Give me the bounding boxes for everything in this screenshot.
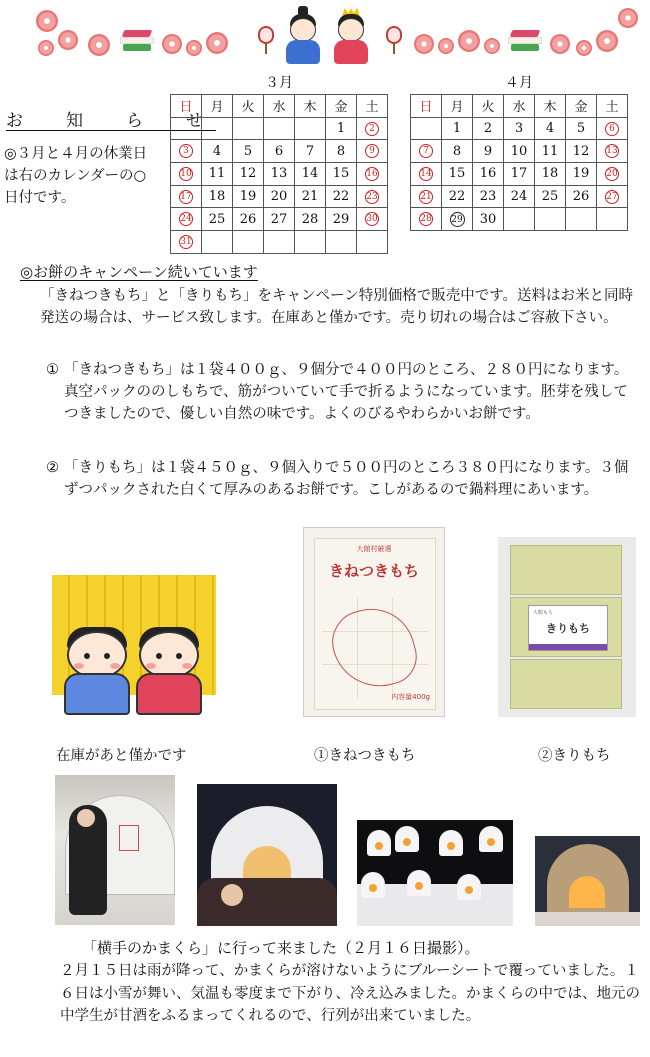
plum-flower-icon: [36, 10, 58, 32]
calendar-day: 14: [411, 163, 442, 186]
calendar-day: 13: [264, 163, 295, 186]
calendar-day: 19: [233, 185, 264, 208]
package-label-top: 大館もち: [533, 610, 554, 616]
package-label-name: きりもち: [546, 622, 590, 635]
campaign-item-1: [46, 359, 642, 425]
weekday-header: 水: [504, 95, 535, 118]
item-number: ②: [46, 460, 59, 476]
calendar-day: 26: [566, 185, 597, 208]
calendar-day: 8: [326, 140, 357, 163]
plum-flower-icon: [58, 30, 78, 50]
package-small-text: 大館村厳選: [356, 545, 392, 553]
calendar-april-title: ４月: [505, 75, 533, 91]
campaign-item-2: [46, 457, 642, 501]
calendar-day: [504, 208, 535, 231]
weekday-header: 火: [233, 95, 264, 118]
calendar-day: 21: [295, 185, 326, 208]
calendar-day: 29: [326, 208, 357, 231]
calendar-day: 13: [597, 140, 628, 163]
plum-flower-icon: [576, 40, 592, 56]
plum-flower-icon: [596, 30, 618, 52]
plum-flower-icon: [618, 8, 638, 28]
calendar-day: 20: [264, 185, 295, 208]
calendar-day: 17: [171, 185, 202, 208]
calendar-day: 2: [357, 117, 388, 140]
notice-body: ◎３月と４月の休業日は右のカレンダーの○日付です。: [4, 146, 148, 206]
calendar-day: 16: [473, 163, 504, 186]
calendar-day: [566, 208, 597, 231]
calendar-day: 28: [411, 208, 442, 231]
kamakura-photo-crowd: [197, 784, 337, 926]
calendar-day: 3: [504, 117, 535, 140]
calendar-day: [233, 117, 264, 140]
campaign-intro: 「きねつきもち」と「きりもち」をキャンペーン特別価格で販売中です。送料はお米と同時発送の場合は、サービス致します。在庫あと僅かです。売り切れの場合はご容赦下さい。: [40, 288, 634, 326]
calendar-day: [326, 231, 357, 254]
kamakura-heading: 「横手のかまくら」に行って来ました（２月１６日撮影）。: [82, 939, 480, 957]
bonbori-lantern-icon: [256, 22, 276, 52]
weekday-header: 月: [202, 95, 233, 118]
calendar-day: 6: [264, 140, 295, 163]
calendar-day: 19: [566, 163, 597, 186]
calendar-day: 9: [357, 140, 388, 163]
ohina-doll: [134, 613, 204, 713]
calendar-day: 23: [473, 185, 504, 208]
weekday-header: 金: [566, 95, 597, 118]
calendar-day: 18: [535, 163, 566, 186]
calendar-day: 3: [171, 140, 202, 163]
notice-title: お 知 ら せ: [6, 111, 216, 131]
calendar-day: 24: [504, 185, 535, 208]
calendar-day: 1: [442, 117, 473, 140]
calendar-day: 20: [597, 163, 628, 186]
calendar-day: 25: [202, 208, 233, 231]
weekday-header: 日: [411, 95, 442, 118]
odairi-sama-icon: [284, 6, 322, 64]
calendar-day: 11: [202, 163, 233, 186]
calendar-day: 15: [326, 163, 357, 186]
calendar-day: 10: [504, 140, 535, 163]
kamakura-body: ２月１５日は雨が降って、かまくらが溶けないようにブルーシートで覆っていました。１６日は小雪が舞い、気温も零度まで下がり、冷え込みました。かまくらの中では、地元の中学生が甘酒をふるまってくれるので、行列が出来ていました。: [60, 963, 640, 1025]
calendar-day: 31: [171, 231, 202, 254]
weekday-header: 土: [597, 95, 628, 118]
calendar-day: 12: [233, 163, 264, 186]
hishimochi-icon: [508, 30, 542, 52]
calendar-day: 27: [597, 185, 628, 208]
calendar-day: 8: [442, 140, 473, 163]
weekday-header: 火: [473, 95, 504, 118]
plum-flower-icon: [186, 40, 202, 56]
mini-kamakura-photo: [357, 820, 513, 926]
plum-flower-icon: [38, 40, 54, 56]
calendar-day: [411, 117, 442, 140]
weekday-header: 月: [442, 95, 473, 118]
calendar-day: 15: [442, 163, 473, 186]
calendar-day: 9: [473, 140, 504, 163]
calendar-day: 17: [504, 163, 535, 186]
calendar-day: 21: [411, 185, 442, 208]
calendar-day: 5: [566, 117, 597, 140]
kamakura-night-photo: [535, 836, 640, 926]
calendar-day: [202, 231, 233, 254]
calendar-day: 30: [357, 208, 388, 231]
calendar-day: 22: [326, 185, 357, 208]
kinetsuki-mochi-photo: [303, 527, 445, 717]
item-number: ①: [46, 362, 59, 378]
weekday-header: 木: [295, 95, 326, 118]
calendar-day: [597, 208, 628, 231]
calendar-day: [295, 117, 326, 140]
calendar-march-title: ３月: [265, 75, 293, 91]
calendar-day: 11: [535, 140, 566, 163]
package-weight: 内容量400g: [391, 693, 430, 701]
kiri-mochi-photo: [498, 537, 636, 717]
weekday-header: 日: [171, 95, 202, 118]
calendar-day: 12: [566, 140, 597, 163]
plum-flower-icon: [206, 32, 228, 54]
calendar-day: 29: [442, 208, 473, 231]
weekday-header: 水: [264, 95, 295, 118]
calendar-day: 4: [202, 140, 233, 163]
calendar-day: [535, 208, 566, 231]
calendar-day: 30: [473, 208, 504, 231]
campaign-heading: ◎お餅のキャンペーン続いています: [20, 263, 258, 281]
weekday-header: 土: [357, 95, 388, 118]
bonbori-lantern-icon: [384, 22, 404, 52]
calendar-day: 5: [233, 140, 264, 163]
calendar-day: [264, 231, 295, 254]
hina-dolls-illustration: [52, 575, 216, 713]
calendar-day: 18: [202, 185, 233, 208]
calendar-day: 1: [326, 117, 357, 140]
plum-flower-icon: [438, 38, 454, 54]
calendar-day: [295, 231, 326, 254]
plum-flower-icon: [414, 34, 434, 54]
weekday-header: 金: [326, 95, 357, 118]
caption-hina: 在庫があと僅かです: [56, 748, 187, 764]
calendar-day: [233, 231, 264, 254]
kamakura-photo-person: [55, 775, 175, 925]
calendar-day: [171, 117, 202, 140]
plum-flower-icon: [88, 34, 110, 56]
calendar-day: 24: [171, 208, 202, 231]
calendar-march: [170, 75, 388, 254]
plum-flower-icon: [162, 34, 182, 54]
calendar-day: 2: [473, 117, 504, 140]
calendar-day: 23: [357, 185, 388, 208]
item-text: 「きりもち」は１袋４５０ｇ、９個入りで５００円のところ３８０円になります。３個ずつパックされた白くて厚みのあるお餅です。こしがあるので鍋料理にあいます。: [64, 460, 629, 498]
ohina-sama-icon: [332, 6, 370, 64]
odairi-doll: [62, 613, 132, 713]
calendar-day: 10: [171, 163, 202, 186]
calendar-day: 14: [295, 163, 326, 186]
hishimochi-icon: [120, 30, 154, 52]
package-brand: きねつきもち: [328, 562, 419, 580]
package-label: [528, 605, 608, 651]
header-decoration: [28, 4, 640, 66]
calendar-day: [264, 117, 295, 140]
calendar-day: 27: [264, 208, 295, 231]
plum-flower-icon: [484, 38, 500, 54]
calendar-day: [357, 231, 388, 254]
calendar-day: 22: [442, 185, 473, 208]
item-text: 「きねつきもち」は１袋４００ｇ、９個分で４００円のところ、２８０円になります。真空パックののしもちで、筋がついていて手で折るようになっています。胚芽を残してつきましたので、優しい自然の味です。よくのびるやわらかいお餅です。: [64, 362, 629, 422]
caption-kinetsuki: ①きねつきもち: [314, 748, 416, 764]
calendar-day: 26: [233, 208, 264, 231]
calendar-day: [202, 117, 233, 140]
plum-flower-icon: [550, 34, 570, 54]
calendar-day: 7: [411, 140, 442, 163]
calendar-day: 7: [295, 140, 326, 163]
calendar-day: 25: [535, 185, 566, 208]
caption-kirimochi: ②きりもち: [538, 748, 611, 764]
weekday-header: 木: [535, 95, 566, 118]
calendar-april: [410, 75, 628, 231]
plum-flower-icon: [458, 30, 480, 52]
calendar-day: 28: [295, 208, 326, 231]
calendar-day: 16: [357, 163, 388, 186]
calendar-day: 6: [597, 117, 628, 140]
calendar-day: 4: [535, 117, 566, 140]
